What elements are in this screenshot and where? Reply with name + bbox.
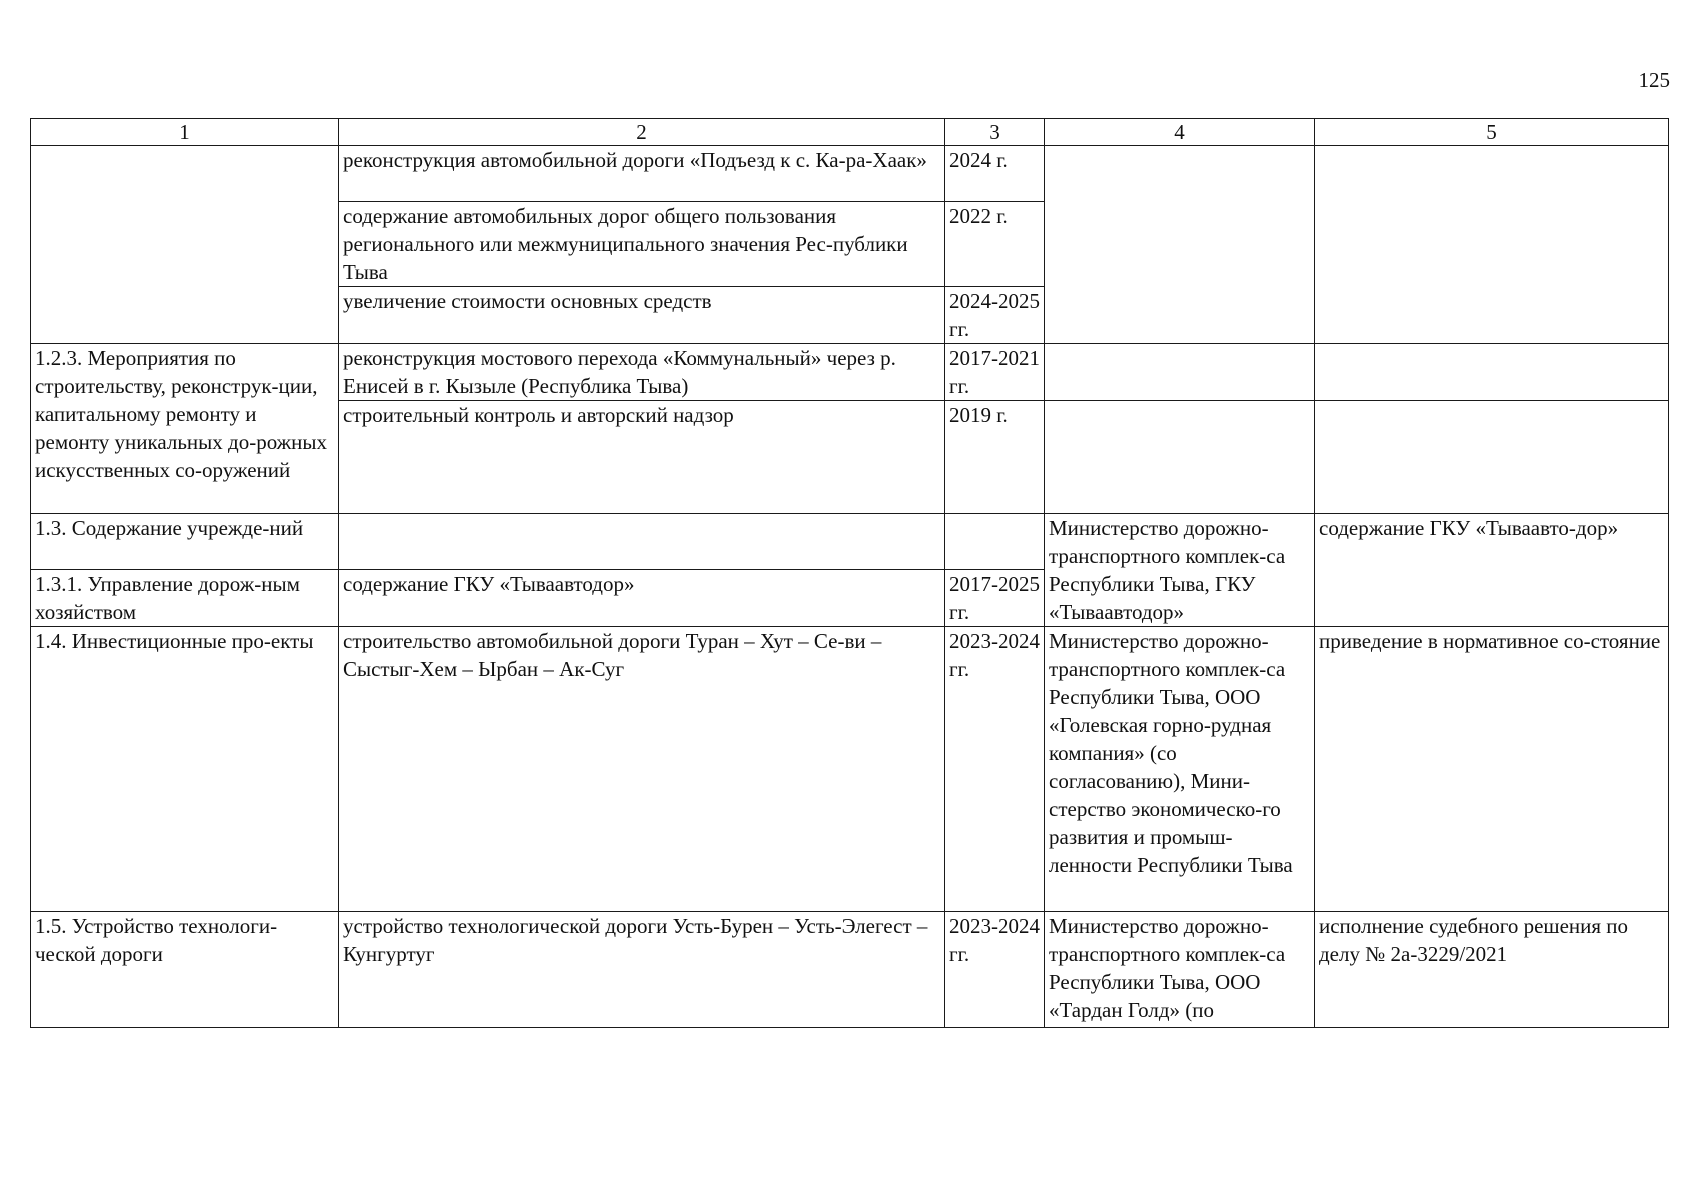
table-cell: 2023-2024 гг. <box>945 912 1045 1028</box>
table-header-row <box>31 119 1669 146</box>
table-cell: Министерство дорожно-транспортного комплек-са Республики Тыва, ООО «Голевская горно-рудная компания» (со согласованию), Мини-стерство экономическо-го развития и промыш-ленности Республики Тыва <box>1045 627 1315 912</box>
table-row <box>31 912 1669 1028</box>
table-cell: Министерство дорожно-транспортного комплек-са Республики Тыва, ООО «Тардан Голд» (по <box>1045 912 1315 1028</box>
table-cell: устройство технологической дороги Усть-Бурен – Усть-Элегест – Кунгуртуг <box>339 912 945 1028</box>
table-cell <box>1315 401 1669 514</box>
table-row <box>31 344 1669 401</box>
table-cell: исполнение судебного решения по делу № 2а-3229/2021 <box>1315 912 1669 1028</box>
table-cell: 2024-2025 гг. <box>945 287 1045 344</box>
table-cell: увеличение стоимости основных средств <box>339 287 945 344</box>
page-number: 125 <box>1638 68 1670 92</box>
table-cell <box>31 146 339 344</box>
table-row <box>31 627 1669 912</box>
column-header: 2 <box>339 119 945 146</box>
table-cell: 2017-2025 гг. <box>945 570 1045 627</box>
table-cell: 1.4. Инвестиционные про-екты <box>31 627 339 912</box>
table-cell: 2019 г. <box>945 401 1045 514</box>
table-cell <box>1045 344 1315 401</box>
table-row <box>31 514 1669 570</box>
table-cell <box>1045 401 1315 514</box>
table-cell: 1.2.3. Мероприятия по строительству, реконструк-ции, капитальному ремонту и ремонту уникальных до-рожных искусственных со-оружений <box>31 344 339 514</box>
table-cell: приведение в нормативное со-стояние <box>1315 627 1669 912</box>
table-cell: 2023-2024 гг. <box>945 627 1045 912</box>
table-cell: 1.5. Устройство технологи-ческой дороги <box>31 912 339 1028</box>
table-cell: 2022 г. <box>945 202 1045 287</box>
table-cell: реконструкция мостового перехода «Коммунальный» через р. Енисей в г. Кызыле (Республика Тыва) <box>339 344 945 401</box>
table-cell <box>945 514 1045 570</box>
table-cell: 1.3. Содержание учрежде-ний <box>31 514 339 570</box>
table-cell: содержание автомобильных дорог общего пользования регионального или межмуниципального значения Рес-публики Тыва <box>339 202 945 287</box>
column-header: 3 <box>945 119 1045 146</box>
column-header: 4 <box>1045 119 1315 146</box>
table-row <box>31 146 1669 202</box>
table-cell: 2024 г. <box>945 146 1045 202</box>
table-cell: строительный контроль и авторский надзор <box>339 401 945 514</box>
table-cell: 2017-2021 гг. <box>945 344 1045 401</box>
table-cell <box>1315 344 1669 401</box>
table-cell: 1.3.1. Управление дорож-ным хозяйством <box>31 570 339 627</box>
table-cell <box>339 514 945 570</box>
table-cell <box>1045 146 1315 344</box>
column-header: 1 <box>31 119 339 146</box>
table-cell: Министерство дорожно-транспортного комплек-са Республики Тыва, ГКУ «Тываавтодор» <box>1045 514 1315 627</box>
table-cell: содержание ГКУ «Тываавто-дор» <box>1315 514 1669 627</box>
table-cell: реконструкция автомобильной дороги «Подъезд к с. Ка-ра-Хаак» <box>339 146 945 202</box>
column-header: 5 <box>1315 119 1669 146</box>
table-cell: содержание ГКУ «Тываавтодор» <box>339 570 945 627</box>
table-cell <box>1315 146 1669 344</box>
program-table <box>30 118 1669 1028</box>
table-cell: строительство автомобильной дороги Туран – Хут – Се-ви – Сыстыг-Хем – Ырбан – Ак-Суг <box>339 627 945 912</box>
